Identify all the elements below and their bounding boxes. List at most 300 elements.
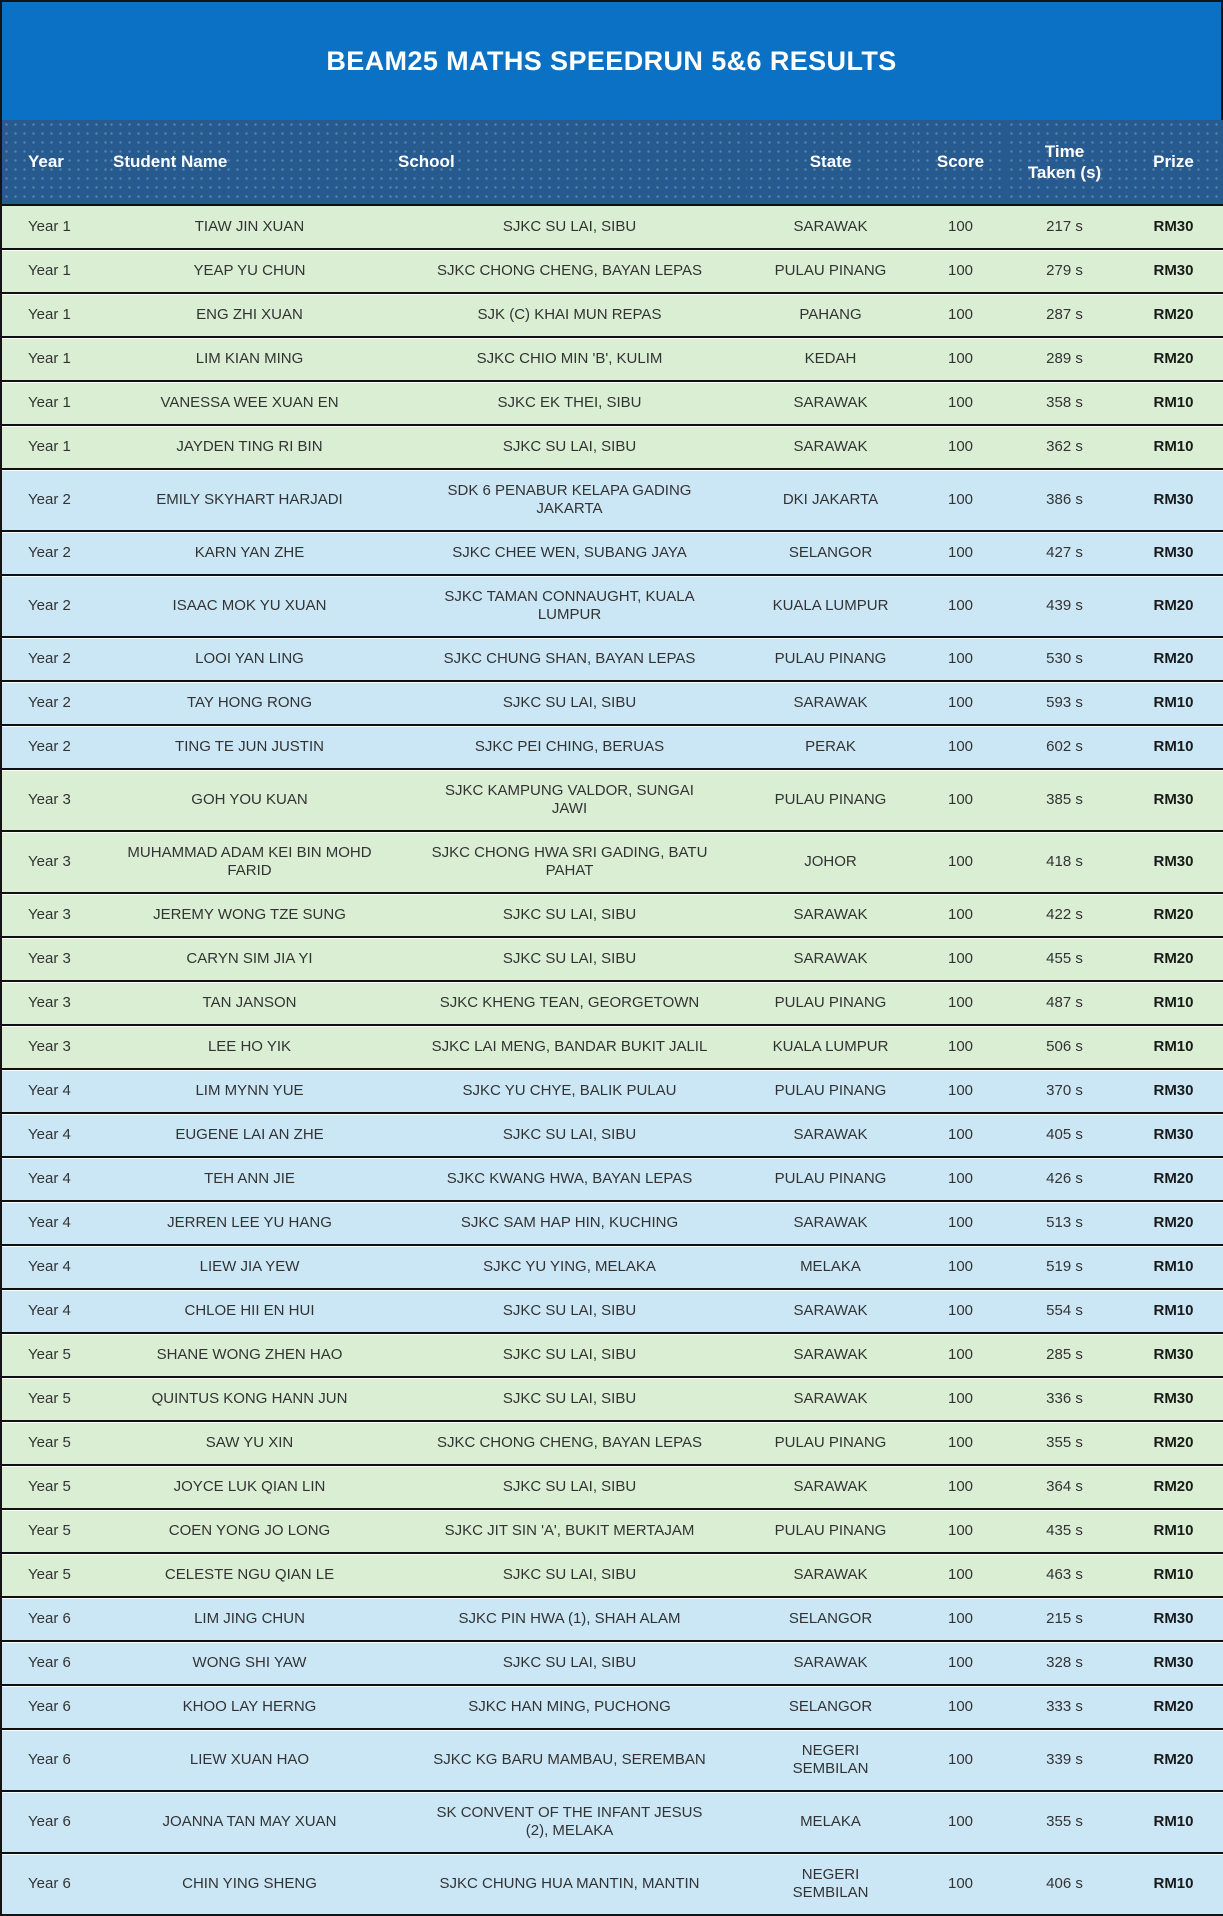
- cell-school: SJKC SU LAI, SIBU: [392, 681, 747, 725]
- cell-time: 406 s: [1007, 1853, 1122, 1914]
- cell-score: 100: [914, 1853, 1007, 1914]
- cell-school: SJKC CHONG CHENG, BAYAN LEPAS: [392, 1421, 747, 1465]
- cell-time: 358 s: [1007, 381, 1122, 425]
- table-row: [2, 725, 1223, 769]
- cell-time: 339 s: [1007, 1729, 1122, 1791]
- cell-time: 602 s: [1007, 725, 1122, 769]
- cell-year: Year 3: [2, 893, 107, 937]
- cell-year: Year 5: [2, 1553, 107, 1597]
- cell-prize: RM30: [1122, 1377, 1223, 1421]
- cell-year: Year 2: [2, 575, 107, 637]
- cell-year: Year 4: [2, 1201, 107, 1245]
- cell-score: 100: [914, 1069, 1007, 1113]
- cell-school: SJKC EK THEI, SIBU: [392, 381, 747, 425]
- cell-score: 100: [914, 681, 1007, 725]
- col-header-score: Score: [914, 120, 1007, 205]
- title-bar: [2, 2, 1221, 120]
- table-row: [2, 981, 1223, 1025]
- cell-school: SJKC SU LAI, SIBU: [392, 893, 747, 937]
- cell-score: 100: [914, 1509, 1007, 1553]
- cell-state: KUALA LUMPUR: [747, 1025, 914, 1069]
- cell-school: SJKC KHENG TEAN, GEORGETOWN: [392, 981, 747, 1025]
- table-row: [2, 1113, 1223, 1157]
- cell-year: Year 2: [2, 681, 107, 725]
- cell-year: Year 2: [2, 531, 107, 575]
- cell-state: SARAWAK: [747, 1333, 914, 1377]
- cell-prize: RM30: [1122, 469, 1223, 531]
- cell-year: Year 6: [2, 1597, 107, 1641]
- cell-school: SJKC CHONG CHENG, BAYAN LEPAS: [392, 249, 747, 293]
- cell-year: Year 4: [2, 1069, 107, 1113]
- cell-prize: RM20: [1122, 893, 1223, 937]
- cell-state: SARAWAK: [747, 937, 914, 981]
- cell-score: 100: [914, 893, 1007, 937]
- cell-student: CELESTE NGU QIAN LE: [107, 1553, 392, 1597]
- cell-school: SJKC CHEE WEN, SUBANG JAYA: [392, 531, 747, 575]
- cell-school: SJKC SU LAI, SIBU: [392, 1553, 747, 1597]
- cell-school: SJK (C) KHAI MUN REPAS: [392, 293, 747, 337]
- table-row: [2, 769, 1223, 831]
- col-header-student: Student Name: [107, 120, 392, 205]
- cell-year: Year 4: [2, 1245, 107, 1289]
- cell-time: 463 s: [1007, 1553, 1122, 1597]
- cell-state: PULAU PINANG: [747, 1421, 914, 1465]
- cell-state: KEDAH: [747, 337, 914, 381]
- table-row: [2, 893, 1223, 937]
- cell-time: 386 s: [1007, 469, 1122, 531]
- cell-prize: RM10: [1122, 1509, 1223, 1553]
- cell-student: SAW YU XIN: [107, 1421, 392, 1465]
- cell-score: 100: [914, 1685, 1007, 1729]
- cell-school: SJKC KG BARU MAMBAU, SEREMBAN: [392, 1729, 747, 1791]
- cell-prize: RM30: [1122, 205, 1223, 249]
- cell-year: Year 1: [2, 425, 107, 469]
- cell-state: SARAWAK: [747, 381, 914, 425]
- cell-student: EUGENE LAI AN ZHE: [107, 1113, 392, 1157]
- cell-year: Year 5: [2, 1333, 107, 1377]
- cell-prize: RM20: [1122, 1157, 1223, 1201]
- cell-student: TEH ANN JIE: [107, 1157, 392, 1201]
- cell-school: SJKC YU YING, MELAKA: [392, 1245, 747, 1289]
- cell-school: SJKC SU LAI, SIBU: [392, 1333, 747, 1377]
- cell-year: Year 2: [2, 637, 107, 681]
- cell-state: PULAU PINANG: [747, 1157, 914, 1201]
- cell-state: PAHANG: [747, 293, 914, 337]
- cell-time: 455 s: [1007, 937, 1122, 981]
- cell-time: 422 s: [1007, 893, 1122, 937]
- table-row: [2, 205, 1223, 249]
- cell-prize: RM30: [1122, 249, 1223, 293]
- cell-state: SARAWAK: [747, 893, 914, 937]
- cell-score: 100: [914, 205, 1007, 249]
- table-row: [2, 469, 1223, 531]
- cell-student: LIM MYNN YUE: [107, 1069, 392, 1113]
- cell-year: Year 3: [2, 937, 107, 981]
- cell-student: LIM JING CHUN: [107, 1597, 392, 1641]
- cell-score: 100: [914, 1113, 1007, 1157]
- cell-score: 100: [914, 769, 1007, 831]
- cell-state: SARAWAK: [747, 1553, 914, 1597]
- cell-student: LIM KIAN MING: [107, 337, 392, 381]
- cell-year: Year 3: [2, 1025, 107, 1069]
- cell-prize: RM30: [1122, 531, 1223, 575]
- cell-prize: RM20: [1122, 337, 1223, 381]
- table-header-row: [2, 120, 1223, 205]
- cell-prize: RM30: [1122, 1597, 1223, 1641]
- cell-year: Year 5: [2, 1421, 107, 1465]
- cell-year: Year 1: [2, 249, 107, 293]
- cell-state: SELANGOR: [747, 531, 914, 575]
- cell-time: 426 s: [1007, 1157, 1122, 1201]
- table-row: [2, 1509, 1223, 1553]
- cell-school: SJKC LAI MENG, BANDAR BUKIT JALIL: [392, 1025, 747, 1069]
- cell-student: QUINTUS KONG HANN JUN: [107, 1377, 392, 1421]
- cell-score: 100: [914, 1377, 1007, 1421]
- cell-time: 215 s: [1007, 1597, 1122, 1641]
- table-body: [2, 205, 1223, 1914]
- cell-year: Year 4: [2, 1289, 107, 1333]
- cell-score: 100: [914, 1201, 1007, 1245]
- cell-state: PERAK: [747, 725, 914, 769]
- cell-time: 435 s: [1007, 1509, 1122, 1553]
- cell-student: YEAP YU CHUN: [107, 249, 392, 293]
- table-row: [2, 937, 1223, 981]
- cell-student: TIAW JIN XUAN: [107, 205, 392, 249]
- cell-prize: RM20: [1122, 575, 1223, 637]
- table-row: [2, 681, 1223, 725]
- cell-student: SHANE WONG ZHEN HAO: [107, 1333, 392, 1377]
- cell-year: Year 3: [2, 981, 107, 1025]
- cell-prize: RM10: [1122, 1791, 1223, 1853]
- table-row: [2, 1333, 1223, 1377]
- cell-school: SJKC PEI CHING, BERUAS: [392, 725, 747, 769]
- cell-student: COEN YONG JO LONG: [107, 1509, 392, 1553]
- cell-school: SJKC SU LAI, SIBU: [392, 425, 747, 469]
- cell-score: 100: [914, 725, 1007, 769]
- cell-year: Year 4: [2, 1157, 107, 1201]
- cell-year: Year 1: [2, 381, 107, 425]
- cell-score: 100: [914, 831, 1007, 893]
- cell-time: 287 s: [1007, 293, 1122, 337]
- cell-score: 100: [914, 425, 1007, 469]
- cell-prize: RM30: [1122, 1069, 1223, 1113]
- cell-student: JOYCE LUK QIAN LIN: [107, 1465, 392, 1509]
- cell-prize: RM20: [1122, 1421, 1223, 1465]
- cell-state: DKI JAKARTA: [747, 469, 914, 531]
- cell-time: 554 s: [1007, 1289, 1122, 1333]
- cell-state: SARAWAK: [747, 425, 914, 469]
- cell-state: SARAWAK: [747, 1465, 914, 1509]
- cell-state: MELAKA: [747, 1245, 914, 1289]
- cell-prize: RM10: [1122, 1289, 1223, 1333]
- table-row: [2, 1853, 1223, 1914]
- table-row: [2, 249, 1223, 293]
- cell-school: SJKC CHONG HWA SRI GADING, BATU PAHAT: [392, 831, 747, 893]
- cell-time: 593 s: [1007, 681, 1122, 725]
- cell-score: 100: [914, 1025, 1007, 1069]
- cell-time: 513 s: [1007, 1201, 1122, 1245]
- cell-school: SJKC CHIO MIN 'B', KULIM: [392, 337, 747, 381]
- table-row: [2, 1791, 1223, 1853]
- col-header-school: School: [392, 120, 747, 205]
- cell-state: PULAU PINANG: [747, 1069, 914, 1113]
- cell-prize: RM30: [1122, 1641, 1223, 1685]
- cell-state: PULAU PINANG: [747, 637, 914, 681]
- cell-state: SARAWAK: [747, 205, 914, 249]
- cell-student: CHLOE HII EN HUI: [107, 1289, 392, 1333]
- table-row: [2, 1377, 1223, 1421]
- cell-student: JERREN LEE YU HANG: [107, 1201, 392, 1245]
- cell-school: SJKC SU LAI, SIBU: [392, 1465, 747, 1509]
- table-row: [2, 1025, 1223, 1069]
- cell-time: 427 s: [1007, 531, 1122, 575]
- table-row: [2, 1597, 1223, 1641]
- page-title: BEAM25 MATHS SPEEDRUN 5&6 RESULTS: [326, 45, 897, 76]
- cell-student: TAN JANSON: [107, 981, 392, 1025]
- table-row: [2, 1157, 1223, 1201]
- cell-prize: RM30: [1122, 831, 1223, 893]
- cell-student: MUHAMMAD ADAM KEI BIN MOHD FARID: [107, 831, 392, 893]
- cell-school: SJKC YU CHYE, BALIK PULAU: [392, 1069, 747, 1113]
- cell-prize: RM20: [1122, 1465, 1223, 1509]
- cell-state: PULAU PINANG: [747, 249, 914, 293]
- cell-state: SELANGOR: [747, 1597, 914, 1641]
- cell-score: 100: [914, 1597, 1007, 1641]
- cell-school: SDK 6 PENABUR KELAPA GADING JAKARTA: [392, 469, 747, 531]
- cell-prize: RM10: [1122, 981, 1223, 1025]
- table-row: [2, 1729, 1223, 1791]
- cell-score: 100: [914, 1791, 1007, 1853]
- table-row: [2, 575, 1223, 637]
- cell-score: 100: [914, 1641, 1007, 1685]
- cell-year: Year 2: [2, 469, 107, 531]
- table-row: [2, 1553, 1223, 1597]
- cell-student: KARN YAN ZHE: [107, 531, 392, 575]
- col-header-state: State: [747, 120, 914, 205]
- cell-score: 100: [914, 575, 1007, 637]
- cell-prize: RM10: [1122, 1025, 1223, 1069]
- cell-time: 364 s: [1007, 1465, 1122, 1509]
- table-row: [2, 381, 1223, 425]
- cell-student: LIEW JIA YEW: [107, 1245, 392, 1289]
- cell-student: CHIN YING SHENG: [107, 1853, 392, 1914]
- cell-state: SELANGOR: [747, 1685, 914, 1729]
- cell-school: SJKC SU LAI, SIBU: [392, 205, 747, 249]
- cell-student: TAY HONG RONG: [107, 681, 392, 725]
- table-row: [2, 1685, 1223, 1729]
- cell-score: 100: [914, 1729, 1007, 1791]
- cell-time: 333 s: [1007, 1685, 1122, 1729]
- cell-state: JOHOR: [747, 831, 914, 893]
- table-row: [2, 1069, 1223, 1113]
- cell-score: 100: [914, 531, 1007, 575]
- cell-state: NEGERI SEMBILAN: [747, 1729, 914, 1791]
- cell-state: KUALA LUMPUR: [747, 575, 914, 637]
- cell-time: 362 s: [1007, 425, 1122, 469]
- cell-student: WONG SHI YAW: [107, 1641, 392, 1685]
- results-table: [2, 120, 1223, 1914]
- cell-state: PULAU PINANG: [747, 769, 914, 831]
- cell-state: SARAWAK: [747, 1377, 914, 1421]
- cell-prize: RM10: [1122, 381, 1223, 425]
- cell-student: JAYDEN TING RI BIN: [107, 425, 392, 469]
- table-row: [2, 1245, 1223, 1289]
- col-header-prize: Prize: [1122, 120, 1223, 205]
- table-row: [2, 1465, 1223, 1509]
- cell-year: Year 5: [2, 1377, 107, 1421]
- cell-school: SJKC KWANG HWA, BAYAN LEPAS: [392, 1157, 747, 1201]
- cell-school: SJKC PIN HWA (1), SHAH ALAM: [392, 1597, 747, 1641]
- cell-school: SJKC SU LAI, SIBU: [392, 937, 747, 981]
- table-row: [2, 337, 1223, 381]
- cell-time: 405 s: [1007, 1113, 1122, 1157]
- cell-prize: RM20: [1122, 937, 1223, 981]
- cell-student: JEREMY WONG TZE SUNG: [107, 893, 392, 937]
- table-row: [2, 1289, 1223, 1333]
- cell-year: Year 6: [2, 1791, 107, 1853]
- cell-state: PULAU PINANG: [747, 1509, 914, 1553]
- cell-prize: RM20: [1122, 637, 1223, 681]
- table-header: [2, 120, 1223, 205]
- table-row: [2, 1201, 1223, 1245]
- cell-score: 100: [914, 981, 1007, 1025]
- cell-year: Year 4: [2, 1113, 107, 1157]
- cell-state: SARAWAK: [747, 1289, 914, 1333]
- cell-school: SJKC SU LAI, SIBU: [392, 1377, 747, 1421]
- cell-prize: RM20: [1122, 1729, 1223, 1791]
- cell-time: 289 s: [1007, 337, 1122, 381]
- cell-state: SARAWAK: [747, 1113, 914, 1157]
- cell-year: Year 6: [2, 1641, 107, 1685]
- cell-year: Year 6: [2, 1685, 107, 1729]
- cell-time: 279 s: [1007, 249, 1122, 293]
- cell-score: 100: [914, 1465, 1007, 1509]
- cell-prize: RM10: [1122, 681, 1223, 725]
- table-row: [2, 1421, 1223, 1465]
- cell-student: EMILY SKYHART HARJADI: [107, 469, 392, 531]
- cell-year: Year 3: [2, 769, 107, 831]
- cell-score: 100: [914, 249, 1007, 293]
- cell-score: 100: [914, 1157, 1007, 1201]
- cell-prize: RM10: [1122, 1853, 1223, 1914]
- cell-school: SJKC SU LAI, SIBU: [392, 1641, 747, 1685]
- cell-student: ENG ZHI XUAN: [107, 293, 392, 337]
- cell-time: 487 s: [1007, 981, 1122, 1025]
- cell-prize: RM30: [1122, 1333, 1223, 1377]
- cell-school: SJKC SU LAI, SIBU: [392, 1289, 747, 1333]
- cell-year: Year 6: [2, 1729, 107, 1791]
- cell-prize: RM10: [1122, 1553, 1223, 1597]
- cell-school: SJKC SAM HAP HIN, KUCHING: [392, 1201, 747, 1245]
- cell-school: SJKC HAN MING, PUCHONG: [392, 1685, 747, 1729]
- cell-student: VANESSA WEE XUAN EN: [107, 381, 392, 425]
- cell-student: LIEW XUAN HAO: [107, 1729, 392, 1791]
- cell-prize: RM30: [1122, 769, 1223, 831]
- cell-state: MELAKA: [747, 1791, 914, 1853]
- cell-year: Year 1: [2, 293, 107, 337]
- table-row: [2, 637, 1223, 681]
- cell-time: 385 s: [1007, 769, 1122, 831]
- cell-school: SJKC TAMAN CONNAUGHT, KUALA LUMPUR: [392, 575, 747, 637]
- cell-score: 100: [914, 337, 1007, 381]
- cell-score: 100: [914, 1289, 1007, 1333]
- cell-time: 530 s: [1007, 637, 1122, 681]
- cell-state: SARAWAK: [747, 681, 914, 725]
- cell-student: KHOO LAY HERNG: [107, 1685, 392, 1729]
- cell-score: 100: [914, 637, 1007, 681]
- cell-time: 328 s: [1007, 1641, 1122, 1685]
- cell-student: CARYN SIM JIA YI: [107, 937, 392, 981]
- cell-score: 100: [914, 1553, 1007, 1597]
- cell-time: 519 s: [1007, 1245, 1122, 1289]
- cell-time: 355 s: [1007, 1421, 1122, 1465]
- cell-state: NEGERI SEMBILAN: [747, 1853, 914, 1914]
- cell-time: 370 s: [1007, 1069, 1122, 1113]
- cell-school: SJKC SU LAI, SIBU: [392, 1113, 747, 1157]
- cell-student: LEE HO YIK: [107, 1025, 392, 1069]
- cell-student: TING TE JUN JUSTIN: [107, 725, 392, 769]
- cell-state: SARAWAK: [747, 1641, 914, 1685]
- cell-time: 217 s: [1007, 205, 1122, 249]
- cell-score: 100: [914, 937, 1007, 981]
- cell-score: 100: [914, 1333, 1007, 1377]
- cell-prize: RM20: [1122, 293, 1223, 337]
- cell-time: 285 s: [1007, 1333, 1122, 1377]
- cell-year: Year 1: [2, 205, 107, 249]
- cell-year: Year 1: [2, 337, 107, 381]
- col-header-time: Time Taken (s): [1007, 120, 1122, 205]
- cell-year: Year 5: [2, 1465, 107, 1509]
- cell-prize: RM10: [1122, 425, 1223, 469]
- table-row: [2, 293, 1223, 337]
- cell-prize: RM30: [1122, 1113, 1223, 1157]
- cell-student: JOANNA TAN MAY XUAN: [107, 1791, 392, 1853]
- table-row: [2, 1641, 1223, 1685]
- cell-prize: RM20: [1122, 1685, 1223, 1729]
- cell-school: SJKC CHUNG HUA MANTIN, MANTIN: [392, 1853, 747, 1914]
- table-row: [2, 531, 1223, 575]
- cell-time: 439 s: [1007, 575, 1122, 637]
- cell-year: Year 6: [2, 1853, 107, 1914]
- cell-year: Year 5: [2, 1509, 107, 1553]
- table-row: [2, 425, 1223, 469]
- cell-year: Year 3: [2, 831, 107, 893]
- cell-time: 336 s: [1007, 1377, 1122, 1421]
- cell-student: GOH YOU KUAN: [107, 769, 392, 831]
- cell-prize: RM10: [1122, 725, 1223, 769]
- cell-prize: RM10: [1122, 1245, 1223, 1289]
- cell-score: 100: [914, 1421, 1007, 1465]
- cell-school: SK CONVENT OF THE INFANT JESUS (2), MELAKA: [392, 1791, 747, 1853]
- cell-time: 355 s: [1007, 1791, 1122, 1853]
- cell-prize: RM20: [1122, 1201, 1223, 1245]
- cell-year: Year 2: [2, 725, 107, 769]
- cell-school: SJKC KAMPUNG VALDOR, SUNGAI JAWI: [392, 769, 747, 831]
- cell-time: 506 s: [1007, 1025, 1122, 1069]
- cell-score: 100: [914, 1245, 1007, 1289]
- cell-school: SJKC JIT SIN 'A', BUKIT MERTAJAM: [392, 1509, 747, 1553]
- cell-score: 100: [914, 381, 1007, 425]
- table-row: [2, 831, 1223, 893]
- cell-state: PULAU PINANG: [747, 981, 914, 1025]
- cell-score: 100: [914, 469, 1007, 531]
- cell-score: 100: [914, 293, 1007, 337]
- cell-school: SJKC CHUNG SHAN, BAYAN LEPAS: [392, 637, 747, 681]
- col-header-year: Year: [2, 120, 107, 205]
- cell-state: SARAWAK: [747, 1201, 914, 1245]
- cell-student: LOOI YAN LING: [107, 637, 392, 681]
- cell-student: ISAAC MOK YU XUAN: [107, 575, 392, 637]
